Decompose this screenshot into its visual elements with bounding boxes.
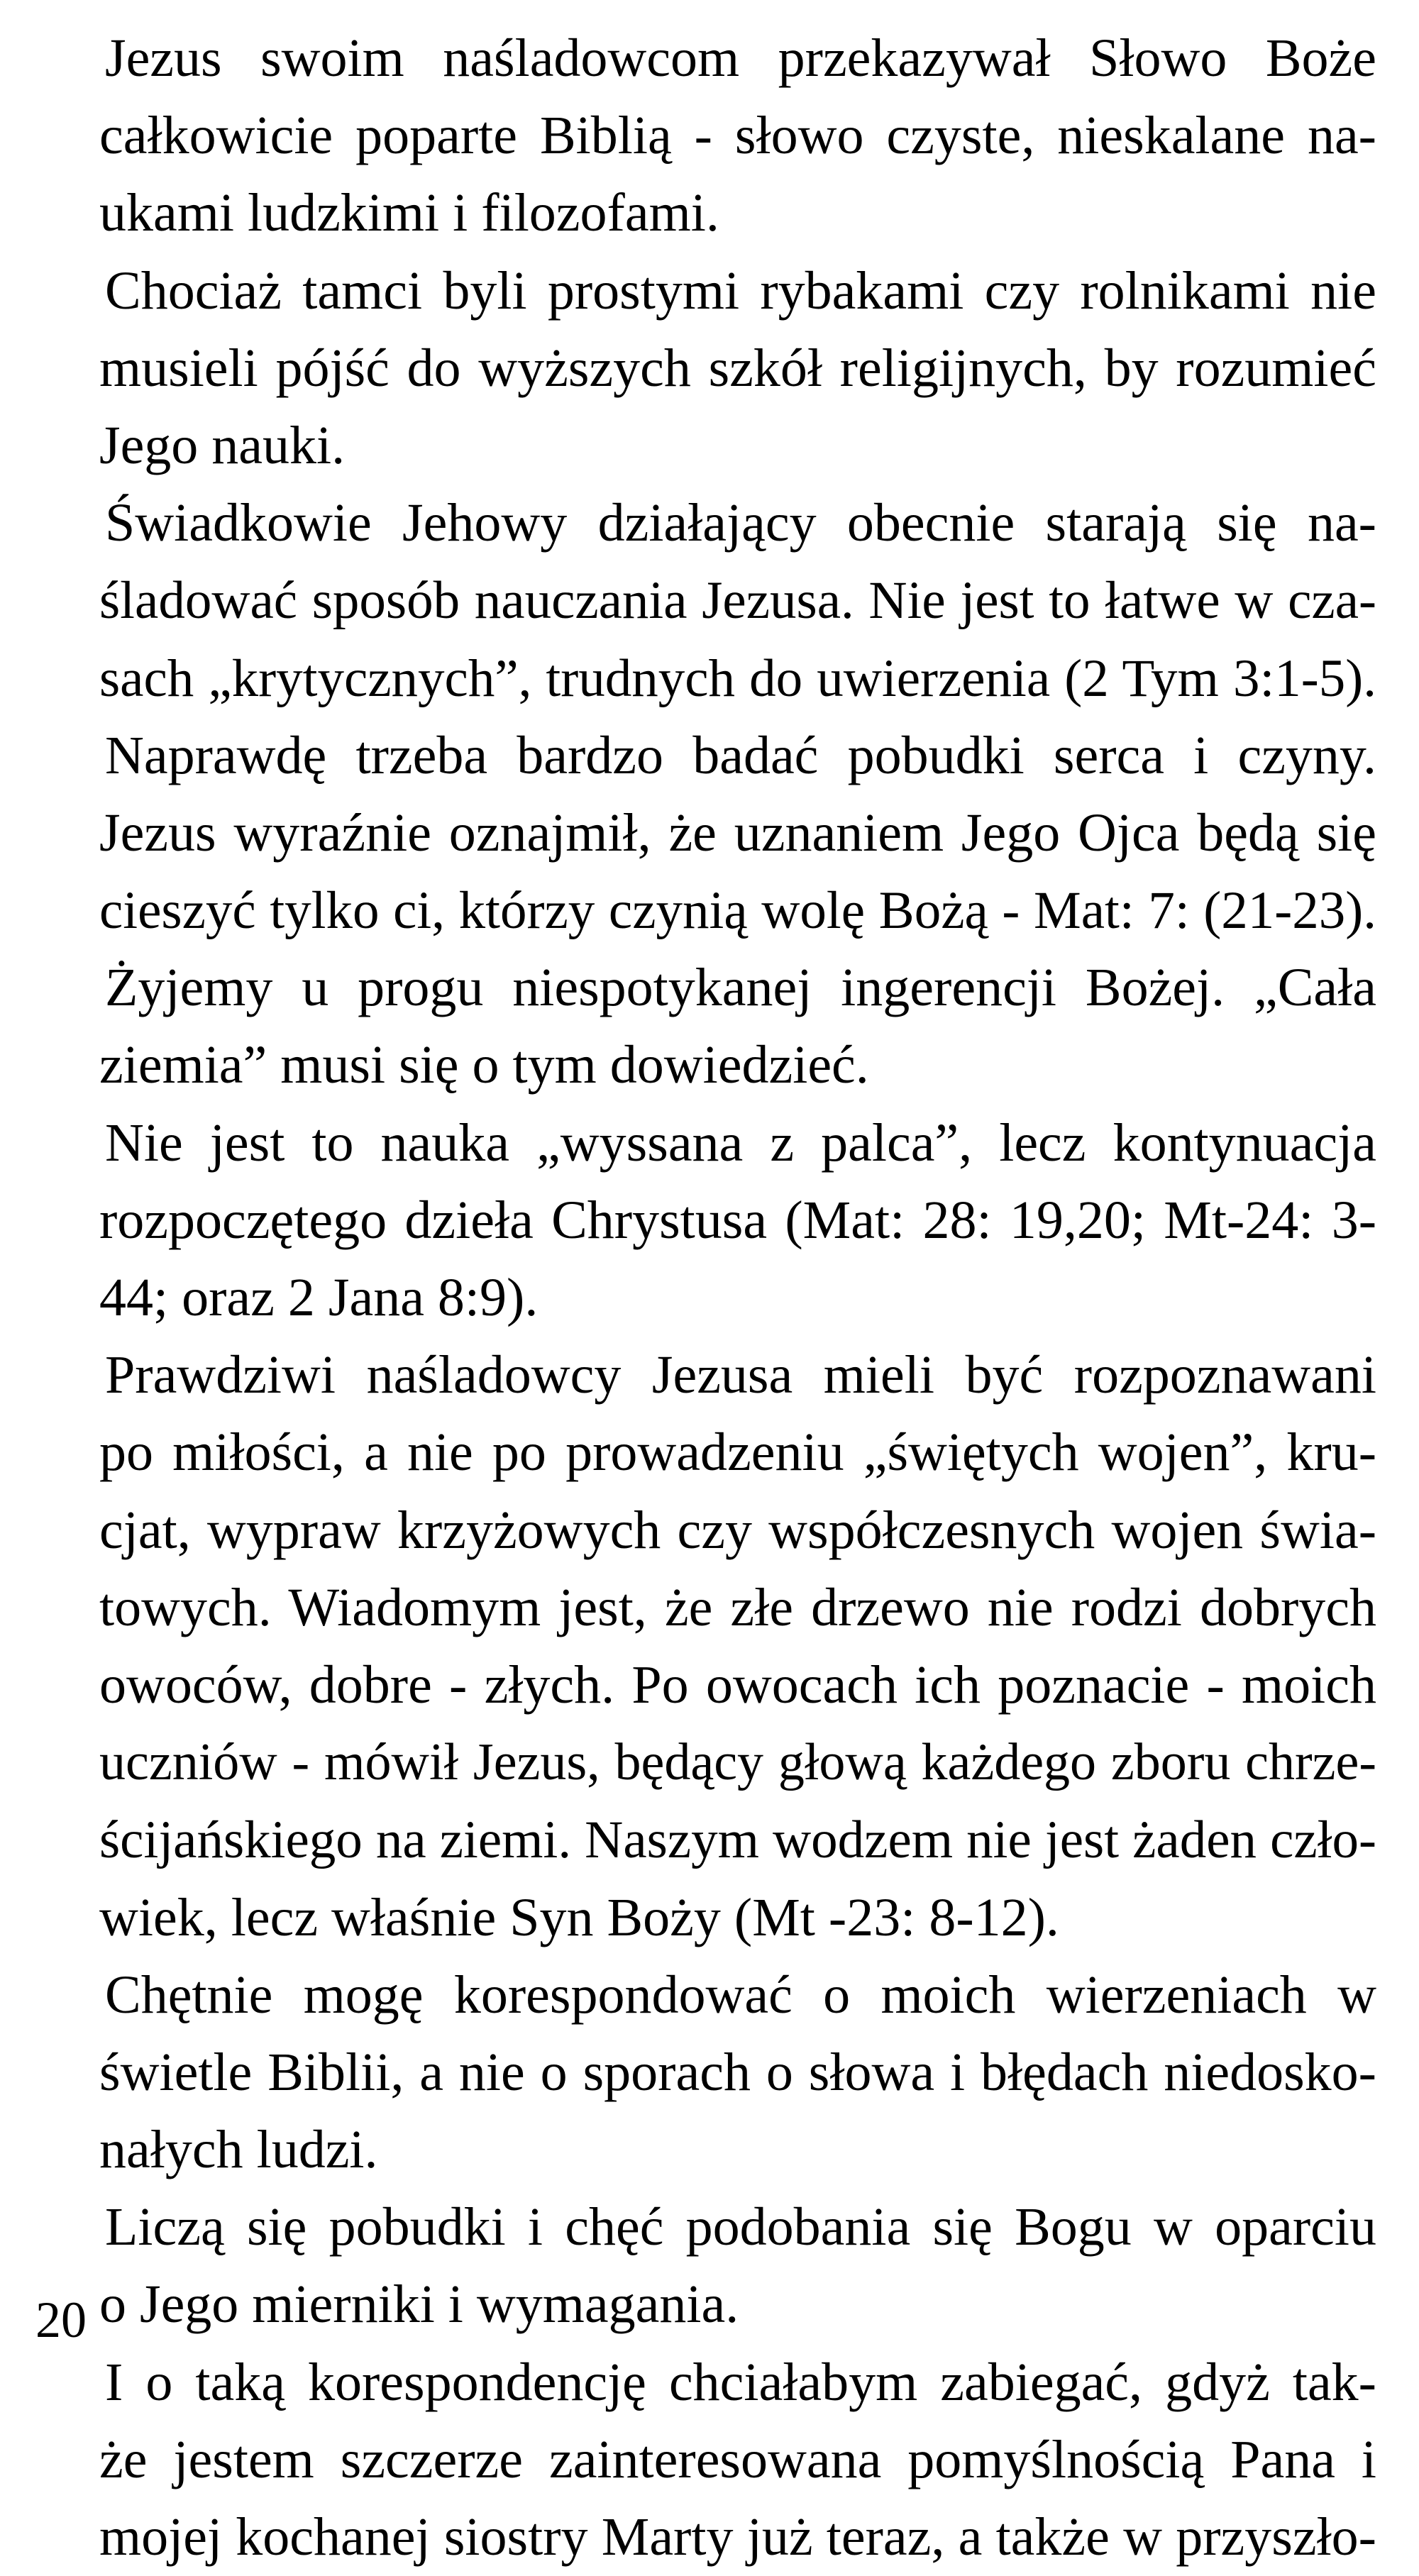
text-line: cjat, wypraw krzyżowych czy współczesnych wojen świa- <box>99 1500 1376 1560</box>
text-line: Jezus swoim naśladowcom przekazywał Słowo Boże <box>105 28 1376 88</box>
text-line: cieszyć tylko ci, którzy czynią wolę Bożą - Mat: 7: (21-23). <box>99 881 1376 941</box>
text-line: Jezus wyraźnie oznajmił, że uznaniem Jego Ojca będą się <box>99 802 1376 863</box>
text-line: o Jego mierniki i wymagania. <box>99 2274 739 2335</box>
text-line: Jego nauki. <box>99 415 346 475</box>
text-line: musieli pójść do wyższych szkół religijnych, by rozumieć <box>99 338 1376 398</box>
text-line: ukami ludzkimi i filozofami. <box>99 183 719 243</box>
text-line: Żyjemy u progu niespotykanej ingerencji Bożej. „Cała <box>105 958 1376 1018</box>
text-line: owoców, dobre - złych. Po owocach ich poznacie - moich <box>99 1654 1376 1715</box>
text-line: Nie jest to nauka „wyssana z palca”, lecz kontynuacja <box>105 1112 1376 1173</box>
text-line: wiek, lecz właśnie Syn Boży (Mt -23: 8-12). <box>99 1887 1059 1947</box>
text-line: towych. Wiadomym jest, że złe drzewo nie rodzi dobrych <box>99 1577 1376 1637</box>
text-line: śladować sposób nauczania Jezusa. Nie jest to łatwe w cza- <box>99 571 1376 631</box>
text-line: Chętnie mogę korespondować o moich wierzeniach w <box>105 1964 1376 2025</box>
text-line: Prawdziwi naśladowcy Jezusa mieli być rozpoznawani <box>105 1345 1376 1405</box>
text-line: całkowicie poparte Biblią - słowo czyste, nieskalane na- <box>99 106 1376 166</box>
text-line: sach „krytycznych”, trudnych do uwierzenia (2 Tym 3:1-5). <box>99 648 1376 708</box>
text-line: Liczą się pobudki i chęć podobania się Bogu w oparciu <box>105 2197 1376 2257</box>
text-line: świetle Biblii, a nie o sporach o słowa i błędach niedosko- <box>99 2042 1376 2102</box>
text-line: Naprawdę trzeba bardzo badać pobudki serca i czyny. <box>105 725 1376 785</box>
text-line: że jestem szczerze zainteresowana pomyślnością Pana i <box>99 2429 1376 2489</box>
text-line: uczniów - mówił Jezus, będący głową każdego zboru chrze- <box>99 1733 1376 1792</box>
text-line: 44; oraz 2 Jana 8:9). <box>99 1268 539 1327</box>
text-line: mojej kochanej siostry Marty już teraz, a także w przyszło- <box>99 2507 1376 2567</box>
text-line: ścijańskiego na ziemi. Naszym wodzem nie jest żaden czło- <box>99 1811 1376 1870</box>
text-line: Świadkowie Jehowy działający obecnie starają się na- <box>105 493 1376 553</box>
body-text <box>99 20 1376 2576</box>
text-line: rozpoczętego dzieła Chrystusa (Mat: 28: 19,20; Mt-24: 3- <box>99 1190 1376 1250</box>
text-line: ziemia” musi się o tym dowiedzieć. <box>99 1035 869 1095</box>
text-line: I o taką korespondencję chciałabym zabiegać, gdyż tak- <box>105 2352 1376 2412</box>
text-line: nałych ludzi. <box>99 2120 378 2180</box>
page-number: 20 <box>35 2292 87 2348</box>
text-line: Chociaż tamci byli prostymi rybakami czy rolnikami nie <box>105 260 1376 321</box>
text-line: po miłości, a nie po prowadzeniu „świętych wojen”, kru- <box>99 1422 1376 1483</box>
